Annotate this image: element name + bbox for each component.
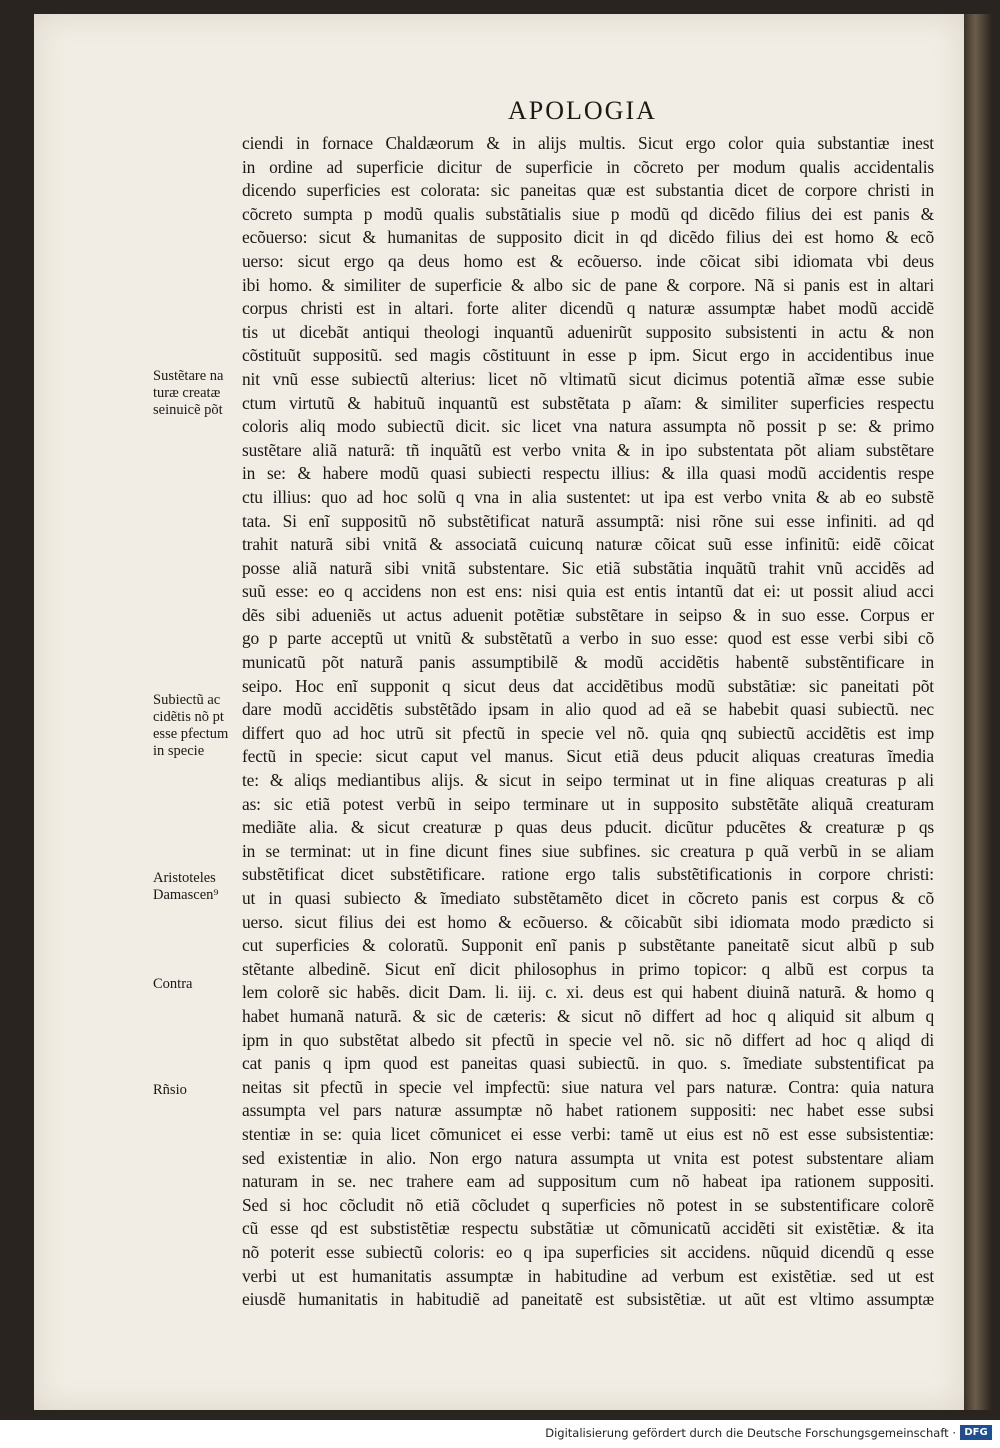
body-line: posse aliã naturã sibi vnitã substentare. Sic etiã substãtia inquãtũ trahit vnũ accidẽs ad	[242, 557, 934, 578]
page-edge	[964, 14, 992, 1410]
margin-note-line: Sustẽtare na	[153, 368, 224, 384]
body-line: tata. Si enĩ suppositũ nõ substẽtificat naturã assumptã: nisi rõne sui esse infiniti. ad qd	[242, 510, 934, 531]
body-line: cõstituũt suppositũ. sed magis cõstituunt in esse p ipm. Sicut ergo in accidentibus inue	[242, 345, 934, 366]
body-line: ecõuerso: sicut & humanitas de supposito dicit in qd dicẽdo filius dei est homo & ecõ	[242, 227, 934, 248]
body-line: habet humanã naturã. & sic de cæteris: & sicut nõ differt ad hoc q aliquid sit album q	[242, 1005, 934, 1026]
margin-note-line: in specie	[153, 743, 205, 759]
body-line: municatũ põt naturã panis assumptibilẽ & modũ accidẽtis habentẽ substẽntificare in	[242, 652, 934, 673]
margin-note-line: Damascen⁹	[153, 887, 219, 903]
body-line: naturam in se. nec trahere eam ad suppositum cum nõ habeat ipa rationem suppositi.	[242, 1171, 934, 1192]
body-line: uerso: sicut ergo qa deus homo est & ecõuerso. inde cõicat sibi idiomata vbi deus	[242, 250, 934, 271]
margin-note	[153, 692, 245, 760]
body-line: suũ esse: eo q accidens non est ens: nisi quia est entis intantũ dat ei: ut possit aliud acci	[242, 581, 934, 602]
body-line: go p parte acceptũ ut vnitũ & substẽtatũ a verbo in suo esse: quod est esse verbi sibi cõ	[242, 628, 934, 649]
body-line: seipo. Hoc enĩ supponit q sicut deus dat accidẽtibus modũ substãtiæ: sic paneitati põt	[242, 675, 934, 696]
show-through-text	[250, 92, 550, 126]
margin-note-line: esse pfectum	[153, 726, 229, 742]
body-line: sustẽtare aliã naturã: tñ inquãtũ est verbo vnita & in ipo substentata põt aliam substẽtare	[242, 439, 934, 460]
body-line: eiusdẽ humanitatis in habitudiẽ ad paneitatẽ est subsistẽtiæ. ut aũt est vltimo assumptæ	[242, 1289, 934, 1310]
margin-note-line: Subiectũ ac	[153, 692, 221, 708]
margin-note-line: Contra	[153, 976, 193, 992]
body-line: cũ esse qd est substistẽtiæ respectu substãtiæ ut cõmunicatũ accidẽti sit existẽtiæ. & ita	[242, 1218, 934, 1239]
margin-note-line: Rñsio	[153, 1082, 187, 1098]
body-line: in se terminat: ut in fine dicunt fines siue subfines. sic creatura p quã verbũ in se aliam	[242, 840, 934, 861]
body-line: as: sic etiã potest verbũ in seipo terminare ut in supposito substẽtãte aliquã creaturam	[242, 793, 934, 814]
margin-note	[153, 1082, 245, 1099]
body-line: nit vnũ esse subiectũ alterius: licet nõ vltimatũ sicut dicimus potentiã aĩmæ esse subie	[242, 368, 934, 389]
body-line: corpus christi est in altari. forte aliter dicendũ q naturæ assumptæ habet modũ accidẽ	[242, 298, 934, 319]
body-line: ctum virtutũ & habituũ inquantũ est substẽtata p aĩam: & similiter superficies respectu	[242, 392, 934, 413]
body-line: in ordine ad superficie dicitur de superficie in cõcreto per modum qualis accidentalis	[242, 156, 934, 177]
body-line: uerso. sicut filius dei est homo & ecõuerso. & cõicabũt sibi idiomata modo prædicto si	[242, 911, 934, 932]
body-line: assumpta vel pars naturæ assumptæ nõ habet rationem suppositi: nec habet esse subsi	[242, 1100, 934, 1121]
body-line: ut in quasi subiecto & ĩmediato substẽtamẽto dicet in cõcreto panis est corpus & cõ	[242, 888, 934, 908]
body-line: cut superficies & coloratũ. Supponit enĩ panis p substẽtante paneitatẽ sicut albũ p sub	[242, 935, 934, 956]
body-line: mediãte alia. & sicut creaturæ p quas deus pducit. dicũtur pducẽtes & creaturæ p qs	[242, 817, 934, 838]
body-line: trahit naturã sibi vnitã & associatã cuicunq naturæ cõicat suũ esse infinitũ: eidẽ cõicat	[242, 534, 934, 555]
margin-note	[153, 368, 245, 419]
body-line: ibi homo. & similiter de superficie & albo sic de pane & corpore. Nã si panis est in altari	[242, 274, 934, 295]
footer-credit: Digitalisierung gefördert durch die Deutsche Forschungsgemeinschaft ·	[545, 1426, 956, 1440]
body-line: dẽs sibi adueniẽs ut actus aduenit potẽtiæ substẽtare in seipso & in suo esse. Corpus er	[242, 604, 934, 625]
body-line: fectũ in specie: sicut caput vel manus. Sicut etiã deus pducit aliquas creaturas ĩmedia	[242, 746, 934, 767]
margin-note	[153, 870, 245, 904]
body-line: neitas sit pfectũ in specie vel impfectũ: siue natura vel pars naturæ. Contra: quia natura	[242, 1076, 934, 1097]
body-line: ciendi in fornace Chaldæorum & in alijs multis. Sicut ergo color quia substantiæ inest	[242, 133, 934, 153]
body-line: stentiæ in se: quia licet cõmunicet ei esse verbi: tamẽ ut eius est nõ est esse subsistentiæ:	[242, 1123, 934, 1144]
body-line: ctu illius: quo ad hoc solũ q vna in alia sustentet: ut ipa est verbo vnita & ab eo substẽ	[242, 486, 934, 507]
body-line: dare modũ accidẽtis substẽtãdo ipsam in alio quod ad eã se habebit quasi subiectũ. nec	[242, 699, 934, 720]
body-line: dicendo superficies est colorata: sic paneitas quæ est substantia dicet de corpore christi in	[242, 180, 934, 201]
margin-note-line: turæ creatæ	[153, 385, 221, 401]
body-line: cõcreto sumpta p modũ qualis substãtialis siue p modũ qd dicẽdo filius dei est panis &	[242, 203, 934, 224]
body-line: tis ut dicebãt antiqui theologi inquantũ aduenirũt supposito subsistenti in actu & non	[242, 321, 934, 342]
body-line: Sed si hoc cõcludit nõ etiã cõcludet q superficies nõ potest in se substentificare colorẽ	[242, 1194, 934, 1215]
body-text	[242, 132, 934, 1312]
margin-note-line: seinuicẽ põt	[153, 402, 223, 418]
body-line: nõ poterit esse subiectũ coloris: eo q ipa superficies sit accidens. nũquid dicendũ q esse	[242, 1241, 934, 1262]
running-head: APOLOGIA	[508, 96, 657, 125]
body-line: in se: & habere modũ quasi subiecti respectu illius: & illa quasi modũ accidentis respe	[242, 463, 934, 484]
margin-note-line: cidẽtis nõ pt	[153, 709, 224, 725]
body-line: differt quo ad hoc utrũ sit pfectũ in specie vel nõ. quia qnq subiectũ accidẽtis est imp	[242, 722, 934, 743]
body-line: verbi ut est humanitatis assumptæ in habitudine ad verbum est existẽtiæ. sed ut est	[242, 1265, 934, 1286]
body-line: substẽtificat dicet substẽtificare. ratione ergo talis substẽtificationis in corpore christi:	[242, 864, 934, 885]
margin-note	[153, 976, 245, 993]
body-line: sed existentiæ in alio. Non ergo natura assumpta ut vnita est potest substentare aliam	[242, 1147, 934, 1168]
body-line: lem colorẽ sic habẽs. dicit Dam. li. iij. c. xi. deus est qui habent diuinã naturã. & homo q	[242, 982, 934, 1003]
body-line: coloris aliq modo subiectũ dicit. sic licet vna natura assumpta nõ possit p se: & primo	[242, 416, 934, 437]
margin-note-line: Aristoteles	[153, 870, 216, 886]
body-line: cat panis q ipm quod est paneitas quasi subiectũ. in quo. s. ĩmediate substentificat pa	[242, 1053, 934, 1074]
body-line: ipm in quo substẽtat albedo sit pfectũ in specie vel nõ. sic nõ differt ad hoc q aliqd di	[242, 1029, 934, 1050]
body-line: stẽtante albedinẽ. Sicut enĩ dicit philosophus in primo topicor: q albũ est corpus ta	[242, 958, 934, 979]
body-line: te: & aliqs mediantibus alijs. & sicut in seipo terminat ut in fine aliquas creaturas p ali	[242, 770, 934, 791]
dfg-logo: DFG	[960, 1425, 992, 1440]
